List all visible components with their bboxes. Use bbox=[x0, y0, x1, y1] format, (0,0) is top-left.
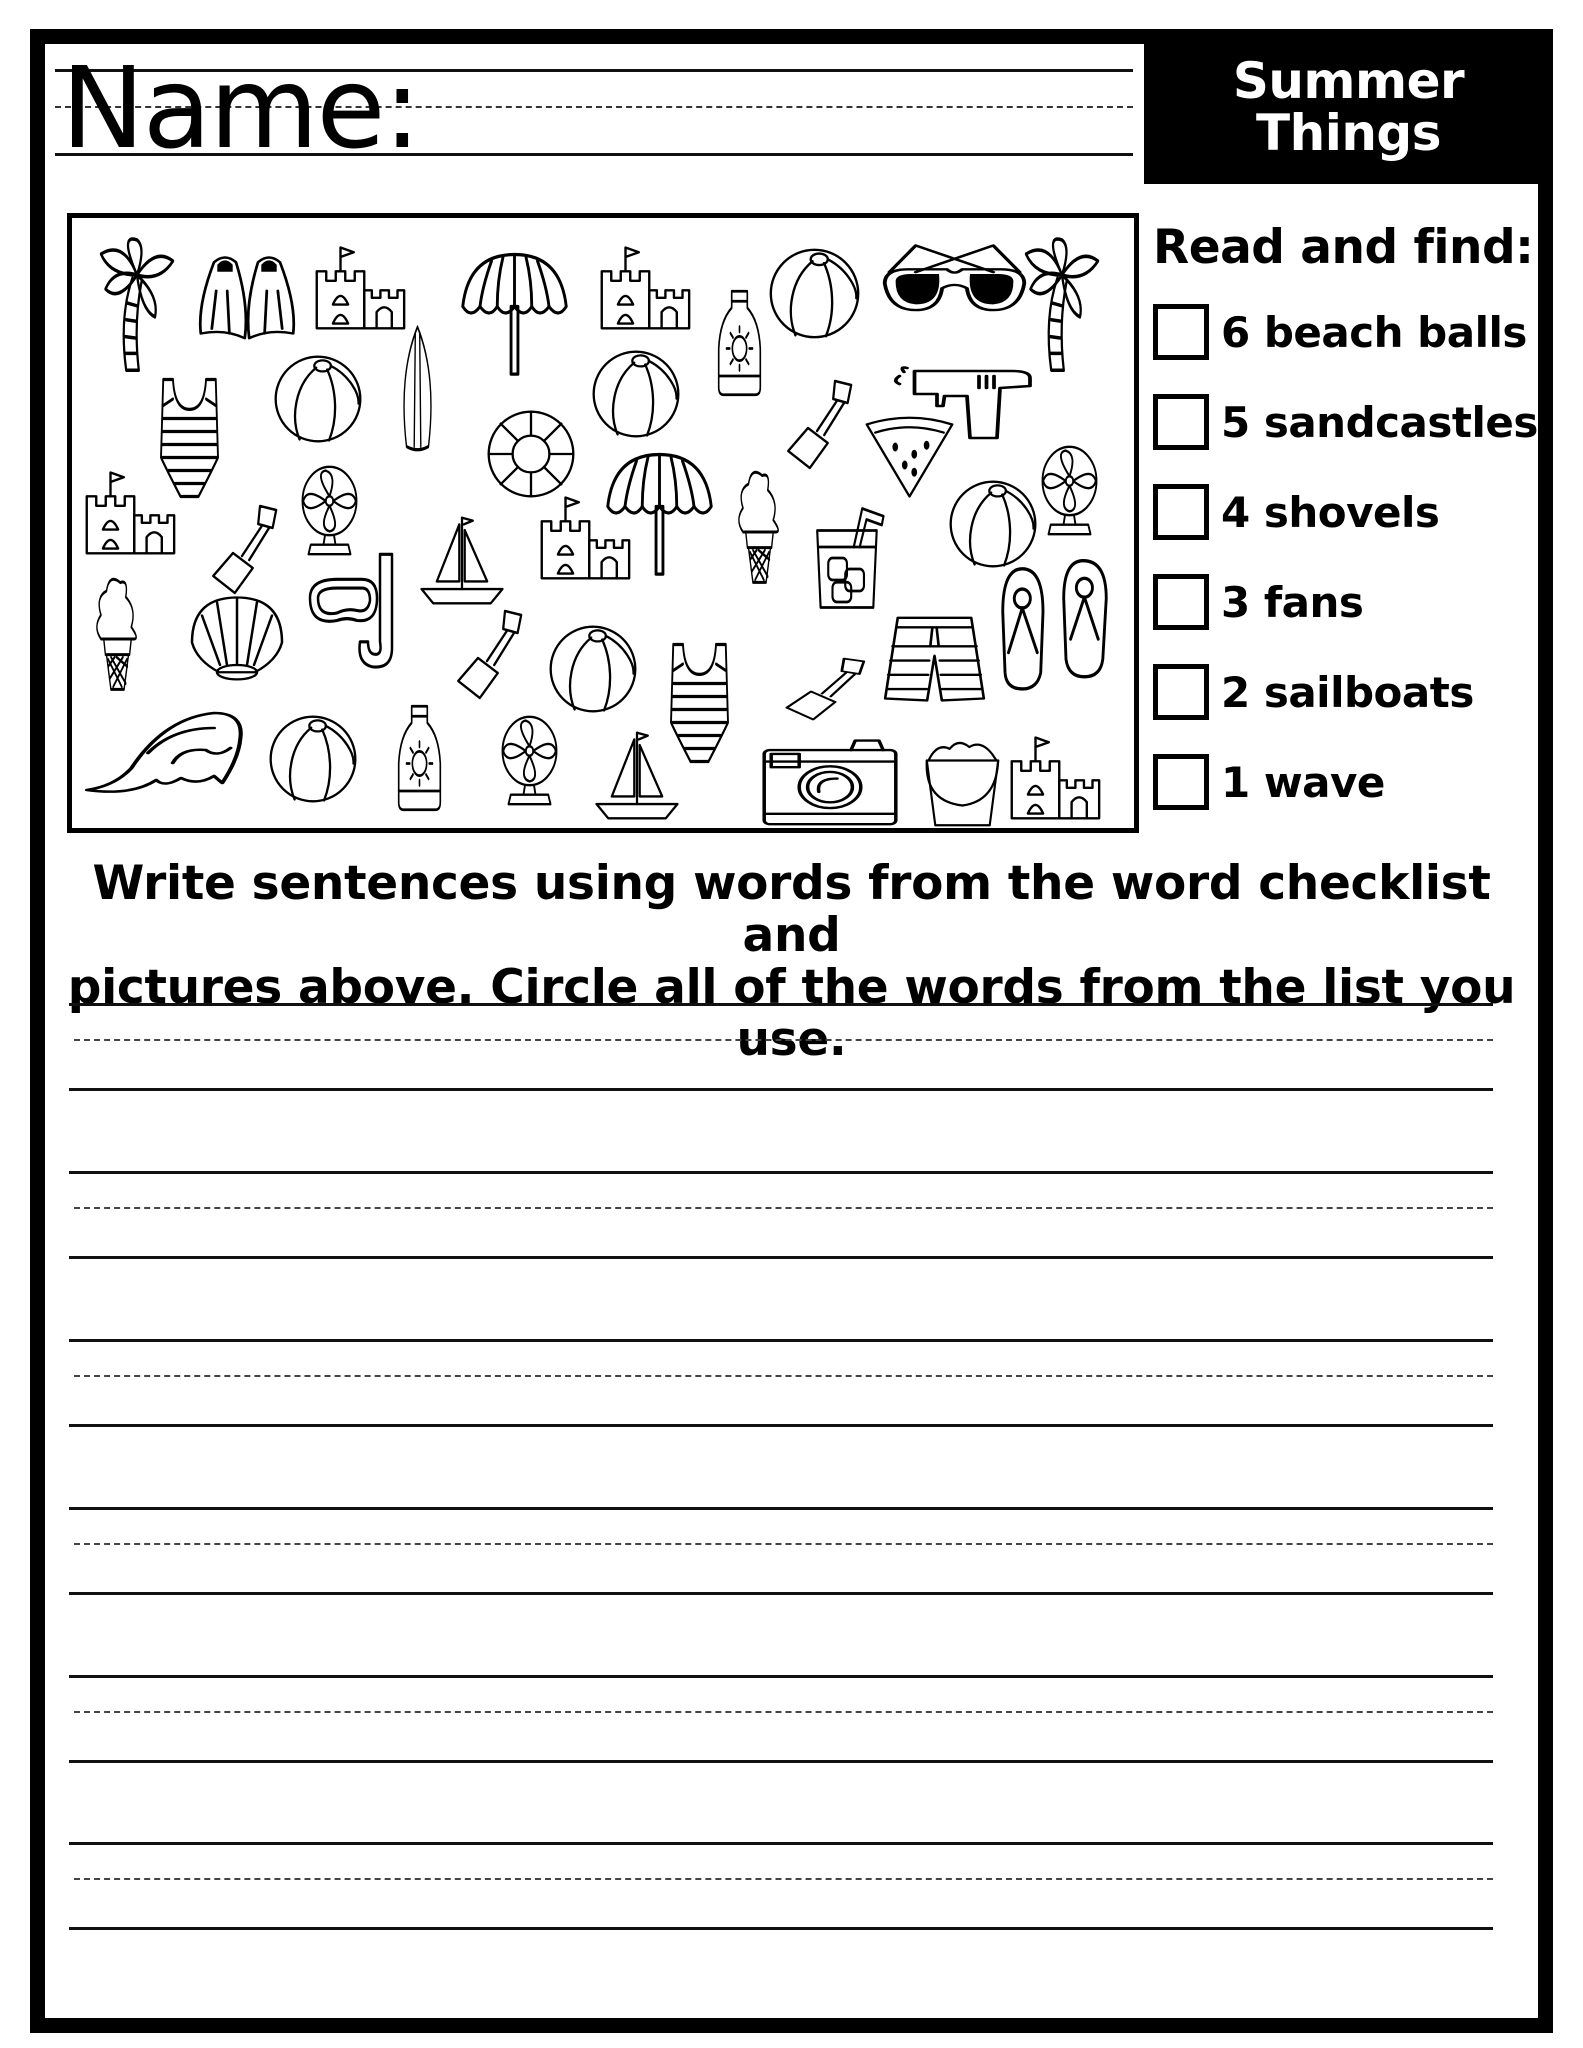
handwriting-line[interactable] bbox=[69, 1842, 1493, 1930]
flippers-icon bbox=[192, 248, 302, 343]
name-field[interactable] bbox=[55, 44, 1133, 174]
shovel-icon bbox=[772, 373, 862, 473]
bucket-icon bbox=[920, 738, 1005, 828]
checkbox[interactable] bbox=[1153, 484, 1209, 540]
checklist-item-label: 6 beach balls bbox=[1221, 307, 1527, 357]
beach-ball-icon bbox=[947, 478, 1039, 570]
instructions-line-2: pictures above. Circle all of the words from the list you use. bbox=[67, 960, 1516, 1067]
sailboat-icon bbox=[592, 728, 682, 823]
shorts-icon bbox=[882, 613, 987, 708]
camera-icon bbox=[760, 733, 900, 828]
shovel-icon bbox=[442, 603, 532, 703]
solid-line bbox=[69, 1675, 1493, 1678]
solid-line bbox=[69, 1003, 1493, 1006]
checklist-item[interactable] bbox=[1153, 305, 1527, 359]
wave-icon bbox=[82, 698, 247, 798]
shovel-icon bbox=[197, 498, 287, 598]
handwriting-line[interactable] bbox=[69, 1339, 1493, 1427]
dashed-midline bbox=[74, 1543, 1493, 1545]
checklist-item-label: 4 shovels bbox=[1221, 487, 1440, 537]
title-line-1: Summer bbox=[1232, 51, 1465, 110]
checkbox[interactable] bbox=[1153, 394, 1209, 450]
beach-ball-icon bbox=[590, 348, 682, 440]
solid-line bbox=[69, 1760, 1493, 1763]
handwriting-line[interactable] bbox=[69, 1507, 1493, 1595]
sunscreen-icon bbox=[707, 288, 772, 398]
solid-line bbox=[69, 1171, 1493, 1174]
beach-ball-icon bbox=[547, 623, 639, 715]
checklist-title: Read and find: bbox=[1153, 220, 1534, 275]
instructions-line-1: Write sentences using words from the word checklist and bbox=[92, 856, 1491, 963]
solid-line bbox=[69, 1842, 1493, 1845]
handwriting-line[interactable] bbox=[69, 1171, 1493, 1259]
solid-line bbox=[69, 1927, 1493, 1930]
watermelon-icon bbox=[862, 411, 957, 501]
name-label: Name: bbox=[61, 44, 420, 174]
fan-icon bbox=[492, 713, 567, 808]
sandcastle-icon bbox=[1007, 728, 1102, 823]
title-line-2: Things bbox=[1256, 103, 1441, 162]
solid-line bbox=[69, 1256, 1493, 1259]
beach-ball-icon bbox=[767, 246, 862, 341]
checklist-item[interactable] bbox=[1153, 665, 1474, 719]
checkbox[interactable] bbox=[1153, 664, 1209, 720]
checkbox[interactable] bbox=[1153, 304, 1209, 360]
dashed-midline bbox=[74, 1207, 1493, 1209]
checklist-item[interactable] bbox=[1153, 395, 1538, 449]
solid-line bbox=[69, 1088, 1493, 1091]
fan-icon bbox=[292, 463, 367, 558]
sunglasses-icon bbox=[877, 236, 1032, 331]
palm-tree-icon bbox=[92, 233, 182, 373]
dashed-midline bbox=[74, 1039, 1493, 1041]
sandcastle-icon bbox=[312, 238, 407, 333]
swim-ring-icon bbox=[485, 408, 577, 500]
ice-cream-icon bbox=[732, 466, 787, 586]
sandcastle-icon bbox=[597, 238, 692, 333]
seek-and-find-picture bbox=[67, 213, 1139, 833]
shovel-icon bbox=[767, 653, 877, 723]
solid-line bbox=[69, 1507, 1493, 1510]
solid-line bbox=[69, 1339, 1493, 1342]
ice-cream-icon bbox=[90, 573, 145, 693]
sunscreen-icon bbox=[387, 703, 452, 813]
checklist-item-label: 5 sandcastles bbox=[1221, 397, 1538, 447]
sailboat-icon bbox=[417, 513, 507, 608]
fan-icon bbox=[1032, 443, 1107, 538]
checkbox[interactable] bbox=[1153, 754, 1209, 810]
checklist-item-label: 1 wave bbox=[1221, 757, 1385, 807]
checklist-item[interactable] bbox=[1153, 575, 1363, 629]
beach-ball-icon bbox=[267, 713, 359, 805]
drink-icon bbox=[807, 503, 892, 613]
checklist-item[interactable] bbox=[1153, 485, 1439, 539]
flip-flops-icon bbox=[997, 558, 1112, 693]
checklist-item-label: 2 sailboats bbox=[1221, 667, 1474, 717]
shell-icon bbox=[187, 593, 287, 683]
dashed-midline bbox=[74, 1878, 1493, 1880]
umbrella-icon bbox=[602, 448, 717, 578]
sandcastle-icon bbox=[82, 463, 177, 558]
umbrella-icon bbox=[457, 248, 572, 378]
worksheet-title bbox=[1144, 29, 1553, 184]
dashed-midline bbox=[74, 1375, 1493, 1377]
read-and-find-checklist bbox=[1153, 220, 1538, 807]
solid-line bbox=[69, 1592, 1493, 1595]
checklist-item-label: 3 fans bbox=[1221, 577, 1364, 627]
checkbox[interactable] bbox=[1153, 574, 1209, 630]
solid-line bbox=[69, 1424, 1493, 1427]
dashed-midline bbox=[74, 1711, 1493, 1713]
copyright-notice: © A. Magee, firstgradebrain.com bbox=[47, 2004, 252, 2017]
surfboard-icon bbox=[390, 323, 445, 453]
handwriting-line[interactable] bbox=[69, 1003, 1493, 1091]
beach-ball-icon bbox=[272, 353, 364, 445]
checklist-item[interactable] bbox=[1153, 755, 1385, 809]
snorkel-icon bbox=[302, 548, 402, 673]
handwriting-line[interactable] bbox=[69, 1675, 1493, 1763]
